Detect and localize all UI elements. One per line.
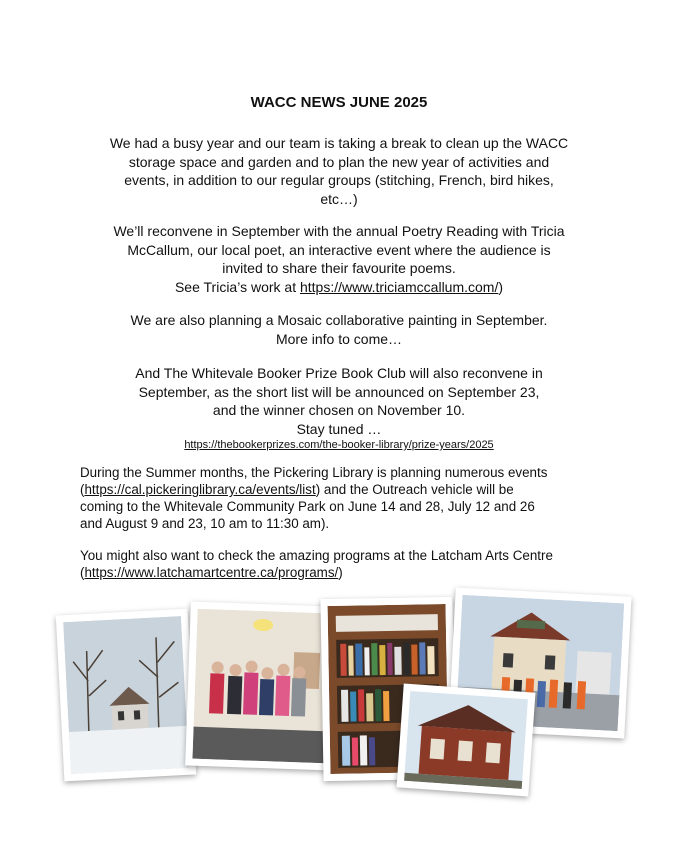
text-line: More info to come… [275,330,403,347]
snowy-building-photo [56,609,197,782]
closing-paren: ) [338,565,343,580]
text-line: coming to the Whitevale Community Park on June 14 and 28, July 12 and 26 [80,499,535,514]
text-line: You might also want to check the amazing programs at the Latcham Arts Centre [80,548,553,563]
closing-paren: ) [498,278,504,295]
text-rest: ) and the Outreach vehicle will be [315,482,514,497]
text-line: McCallum, our local poet, an interactive event where the audience is [127,241,551,258]
pickering-library-link[interactable]: https://cal.pickeringlibrary.ca/events/list [84,482,316,497]
text-line: We’ll reconvene in September with the annual Poetry Reading with Tricia [113,223,565,239]
text-line: We had a busy year and our team is taking a break to clean up the WACC [109,135,569,151]
text-line: September, as the short list will be announced on September 23, [138,383,540,400]
open-paren: ( [80,482,85,497]
text-line [80,481,620,498]
mosaic-paragraph [60,311,618,348]
text-line: During the Summer months, the Pickering Library is planning numerous events [80,465,548,480]
text-line: invited to share their favourite poems. [222,260,456,276]
book-club-paragraph [60,364,618,452]
text-line: Stay tuned … [296,420,382,437]
text-line: events, in addition to our regular groups (stitching, French, bird hikes, [124,172,554,188]
latcham-arts-link[interactable]: https://www.latchamartcentre.ca/programs/ [84,565,339,580]
text-line [80,564,620,581]
group-photo [185,602,337,771]
library-paragraph [80,464,620,532]
text-line: We are also planning a Mosaic collaborative painting in September. [130,312,548,328]
intro-paragraph [60,134,618,208]
booker-prize-link[interactable]: https://thebookerprizes.com/the-booker-library/prize-years/2025 [184,439,494,451]
text-line: and the winner chosen on November 10. [212,402,466,418]
latcham-paragraph [80,547,620,581]
open-paren: ( [80,565,85,580]
text-line: And The Whitevale Booker Prize Book Club will also reconvene in [135,365,543,381]
see-work-text: See Tricia’s work at [174,278,300,295]
text-line: storage space and garden and to plan the new year of activities and [128,153,550,170]
text-line [60,278,618,297]
page-title: WACC NEWS JUNE 2025 [250,94,428,111]
text-line: and August 9 and 23, 10 am to 11:30 am). [80,516,330,531]
text-line: etc…) [320,190,358,207]
tricia-website-link[interactable]: https://www.triciamccallum.com/ [299,278,499,295]
poetry-reading-paragraph [60,222,618,296]
wooden-building-photo [397,684,536,797]
